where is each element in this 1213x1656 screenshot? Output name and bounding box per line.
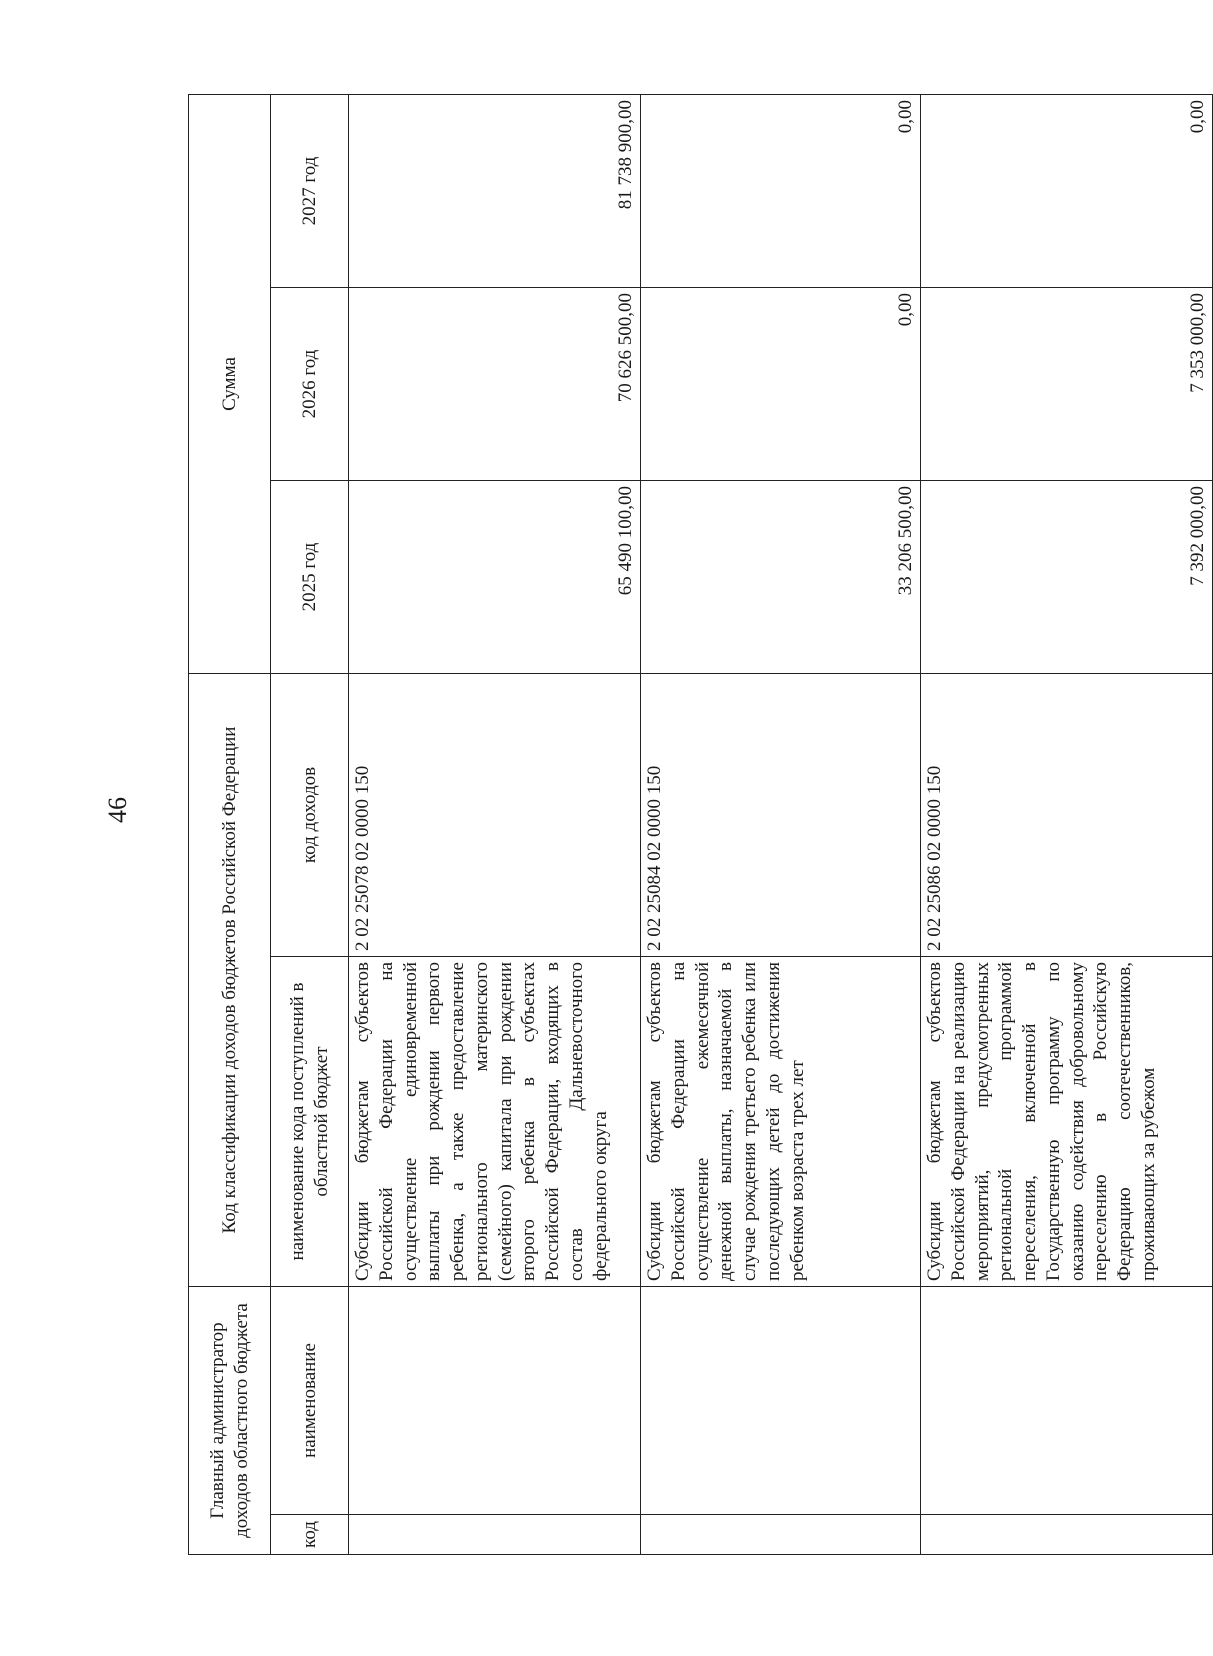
header-main-administrator: Главный администратор доходов областного бюджета <box>189 1287 271 1555</box>
income-name-cell: Субсидии бюджетам субъектов Российской Федерации на осуществление ежемесячной денежной выплаты, назначаемой в случае рождения третьего ребенка или последующих детей до достижения ребенком возраста трех лет <box>641 957 921 1287</box>
sum-2027-cell: 0,00 <box>641 94 921 287</box>
admin-code-cell <box>921 1515 1213 1555</box>
income-code-cell: 2 02 25078 02 0000 150 <box>349 674 641 957</box>
sum-2026-cell: 0,00 <box>641 288 921 481</box>
header-classification: Код классификации доходов бюджетов Российской Федерации <box>189 674 271 1287</box>
income-name-cell: Субсидии бюджетам субъектов Российской Федерации на осуществление единовременной выплаты при рождении первого ребенка, а также предоставление регионального материнского (семейного) капитала при рождении второго ребенка в субъектах Российской Федерации, входящих в состав Дальневосточного федерального округа <box>349 957 641 1287</box>
admin-code-cell <box>641 1515 921 1555</box>
header-admin-code: код <box>271 1515 349 1555</box>
sum-2025-cell: 7 392 000,00 <box>921 481 1213 674</box>
table-row <box>921 94 1213 1554</box>
table-row <box>349 94 641 1554</box>
header-admin-name: наименование <box>271 1287 349 1515</box>
sum-2026-cell: 7 353 000,00 <box>921 288 1213 481</box>
header-sum: Сумма <box>189 94 271 673</box>
sum-2025-cell: 65 490 100,00 <box>349 481 641 674</box>
table-row <box>641 94 921 1554</box>
header-year-2025: 2025 год <box>271 481 349 674</box>
admin-code-cell <box>349 1515 641 1555</box>
sum-2025-cell: 33 206 500,00 <box>641 481 921 674</box>
sum-2026-cell: 70 626 500,00 <box>349 288 641 481</box>
page-number: 46 <box>103 797 132 823</box>
income-code-cell: 2 02 25086 02 0000 150 <box>921 674 1213 957</box>
admin-name-cell <box>349 1287 641 1515</box>
admin-name-cell <box>921 1287 1213 1515</box>
income-code-cell: 2 02 25084 02 0000 150 <box>641 674 921 957</box>
sum-2027-cell: 81 738 900,00 <box>349 94 641 287</box>
rotated-page-area <box>188 95 1209 1555</box>
header-income-code: код доходов <box>271 674 349 957</box>
budget-table-sheet <box>188 95 1209 1555</box>
header-income-name: наименование кода поступлений в областной бюджет <box>271 957 349 1287</box>
header-year-2026: 2026 год <box>271 288 349 481</box>
header-year-2027: 2027 год <box>271 94 349 287</box>
sum-2027-cell: 0,00 <box>921 94 1213 287</box>
admin-name-cell <box>641 1287 921 1515</box>
income-classification-table <box>188 94 1213 1555</box>
income-name-cell: Субсидии бюджетам субъектов Российской Федерации на реализацию мероприятий, предусмотренных региональной программой переселения, включенной в Государственную программу по оказанию содействия добровольному переселению в Российскую Федерацию соотечественников, проживающих за рубежом <box>921 957 1213 1287</box>
